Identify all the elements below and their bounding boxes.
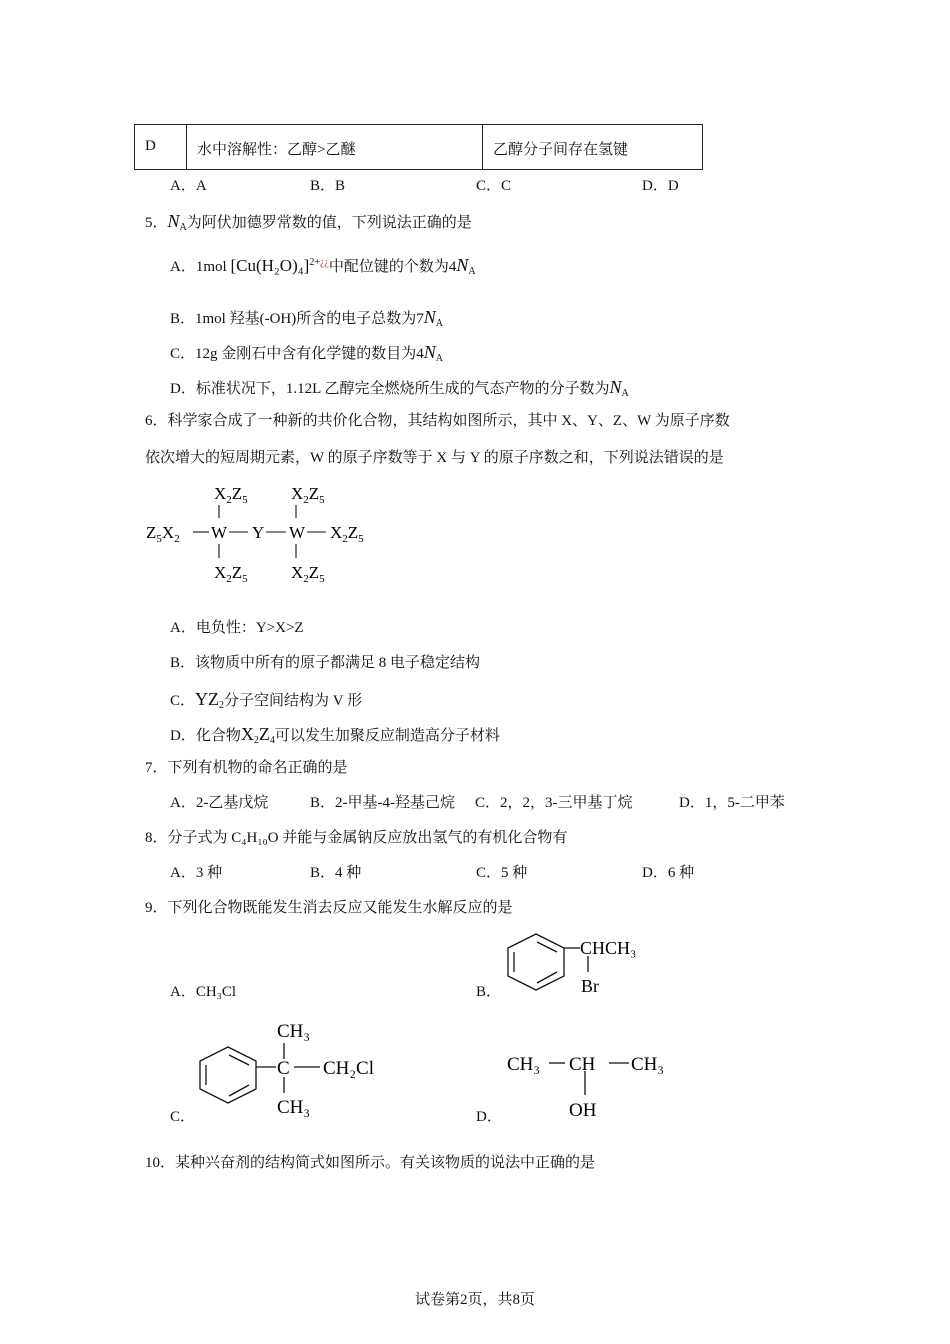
group-x2z5: $X_2Z_5$ — [330, 523, 364, 545]
atom-w: W — [289, 523, 306, 542]
q8-option-b[interactable]: B．4 种 — [310, 865, 362, 881]
q5-stem: 5．$N_A$为阿伏加德罗常数的值，下列说法正确的是 — [145, 211, 472, 233]
q8-option-d[interactable]: D．6 种 — [642, 865, 695, 881]
q6-option-d[interactable]: D．化合物$X_2Z_4$可以发生加聚反应制造高分子材料 — [170, 724, 500, 746]
q9-option-d-label[interactable]: D． — [476, 1109, 502, 1125]
group-x2z5: $X_2Z_5$ — [291, 484, 325, 506]
q6-stem-line2: 依次增大的短周期元素，W 的原子序数等于 X 与 Y 的原子序数之和，下列说法错误的是 — [145, 450, 724, 466]
q9-option-a[interactable]: A．CH₃Cl — [170, 984, 237, 1000]
page-footer: 试卷第2页，共8页 — [414, 1292, 535, 1308]
table-cell-fact: 水中溶解性：乙醇>乙醚 — [187, 125, 483, 169]
q4-option-c[interactable]: C．C — [476, 178, 512, 194]
q6-option-c[interactable]: C．$YZ_2$分子空间结构为 V 形 — [170, 689, 363, 711]
q4-option-b[interactable]: B．B — [310, 178, 346, 194]
table-cell-reason: 乙醇分子间存在氢键 — [493, 142, 629, 158]
q5-option-c[interactable]: C．12g 金刚石中含有化学键的数目为$4N_A$ — [170, 342, 444, 364]
molecular-formula: C₄H₁₀O — [231, 830, 279, 846]
methyl-label: CH₃ — [277, 1021, 311, 1042]
q7-stem: 7．下列有机物的命名正确的是 — [145, 760, 348, 776]
q6-stem-line1: 6．科学家合成了一种新的共价化合物，其结构如图所示，其中 X、Y、Z、W 为原子序数 — [145, 413, 730, 429]
q5-option-b[interactable]: B．1mol 羟基(-OH)所含的电子总数为$7N_A$ — [170, 307, 443, 329]
q9-stem: 9．下列化合物既能发生消去反应又能发生水解反应的是 — [145, 900, 513, 916]
q9-option-d-structure — [505, 1045, 685, 1125]
q9-option-b-structure — [500, 928, 660, 1000]
q9-option-c-label[interactable]: C． — [170, 1109, 196, 1125]
group-x2z5: $X_2Z_5$ — [214, 563, 248, 585]
group-x2z5: $X_2Z_5$ — [214, 484, 248, 506]
q9-option-c-structure — [192, 1015, 402, 1125]
methyl-label: CH₃ — [507, 1054, 541, 1075]
benzene-ring-icon — [200, 1047, 256, 1103]
q7-option-d[interactable]: D．1，5-二甲苯 — [679, 795, 785, 811]
q8-option-a[interactable]: A．3 种 — [170, 865, 223, 881]
q10-stem: 10．某种兴奋剂的结构简式如图所示。有关该物质的说法中正确的是 — [145, 1155, 596, 1171]
group-x2z5: $X_2Z_5$ — [291, 563, 325, 585]
q6-option-b[interactable]: B．该物质中所有的原子都满足 8 电子稳定结构 — [170, 655, 481, 671]
q8-option-c[interactable]: C．5 种 — [476, 865, 528, 881]
methyl-label: CH₃ — [277, 1097, 311, 1118]
carbon-label: C — [277, 1058, 290, 1079]
q5-option-d[interactable]: D．标准状况下，1.12L 乙醇完全燃烧所生成的气态产物的分子数为$N_A$ — [170, 377, 629, 399]
benzene-ring-icon — [508, 934, 564, 990]
bromo-label: Br — [581, 976, 599, 996]
atom-w: W — [211, 523, 228, 542]
q6-option-a[interactable]: A．电负性：Y>X>Z — [170, 620, 304, 636]
complex-ion-formula: [Cu(H₂O)₄] — [230, 256, 310, 275]
methyl-label: CH₃ — [631, 1054, 665, 1075]
chloromethyl-label: CH₂Cl — [323, 1058, 374, 1079]
answer-table-row-d — [134, 124, 703, 170]
q9-option-b-label[interactable]: B． — [476, 984, 502, 1000]
q4-option-a[interactable]: A．A — [170, 178, 207, 194]
q8-stem: 8．分子式为 C₄H₁₀O 并能与金属钠反应放出氢气的有机化合物有 — [145, 830, 568, 846]
q5-option-a[interactable]: A．1mol $[Cu(H_2O)_4]^{2+¿¿}$中配位键的个数为$4N_A$ — [170, 255, 476, 277]
q7-option-b[interactable]: B．2-甲基-4-羟基己烷 — [310, 795, 455, 811]
ch-label: CH — [569, 1054, 596, 1075]
table-cell-option: D — [135, 125, 187, 169]
q4-option-d[interactable]: D．D — [642, 178, 679, 194]
q7-option-c[interactable]: C．2，2，3-三甲基丁烷 — [475, 795, 633, 811]
hydroxyl-label: OH — [569, 1100, 597, 1121]
group-z5x2: $Z_5X_2$ — [146, 523, 180, 545]
atom-y: Y — [252, 523, 265, 542]
q7-option-a[interactable]: A．2-乙基戊烷 — [170, 795, 269, 811]
substituent-label: CHCH₃ — [580, 938, 637, 958]
q6-structure-diagram — [140, 480, 390, 590]
